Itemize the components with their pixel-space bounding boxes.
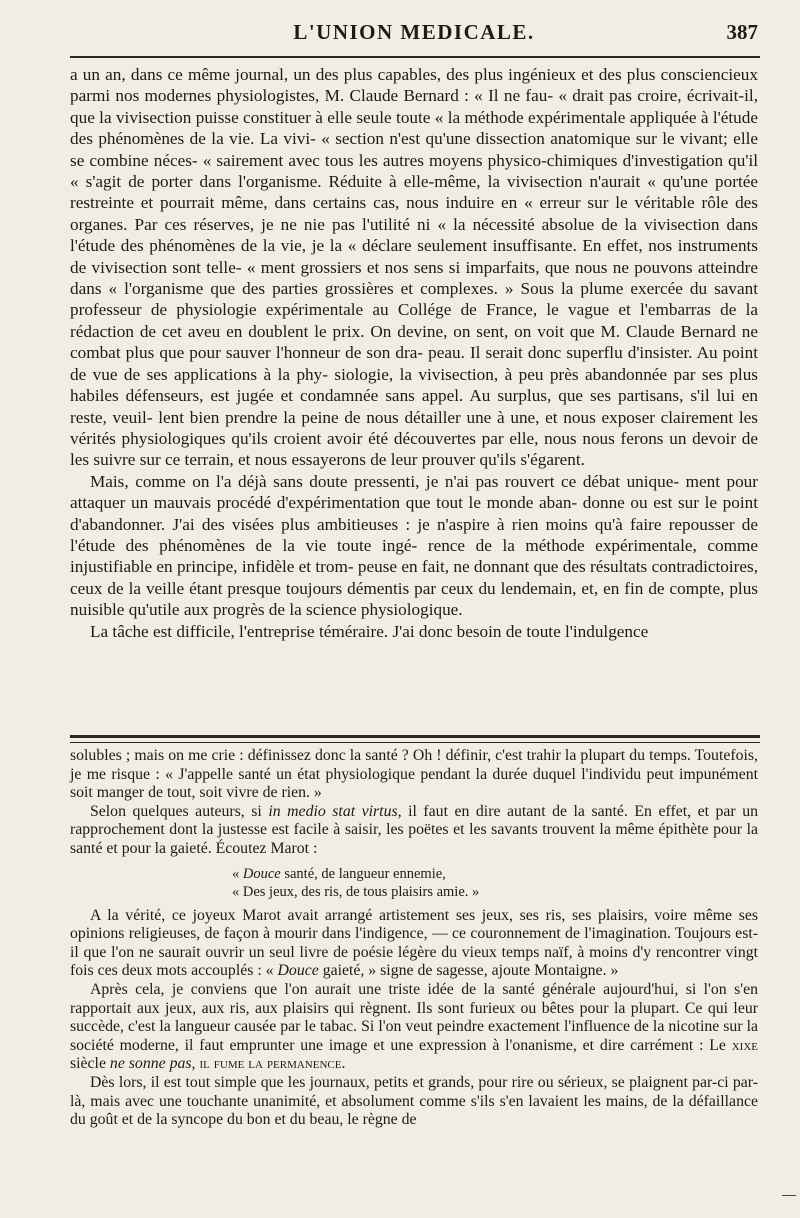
page-header — [70, 18, 758, 48]
verse-italic: Douce — [242, 865, 281, 882]
feuilleton-divider — [70, 735, 760, 743]
verse-line — [232, 865, 758, 883]
verse-line: « Des jeux, des ris, de tous plaisirs amie. » — [232, 883, 480, 900]
verse-quote — [232, 865, 758, 901]
quote-mark: « — [232, 865, 243, 882]
page-number: 387 — [726, 20, 758, 44]
article-paragraph: a un an, dans ce même journal, un des plus capables, des plus ingénieux et des plus consciencieux parmi nos modernes physiologistes, M. Claude Bernard : « Il ne fau- « drait pas croire, écrivait-il, que la vivisection puisse constituer à elle seule toute « la méthode expérimentale appliquée à l'étude des phénomènes de la vie. La vivi- « section n'est qu'une dissection anatomique sur le vivant; elle se combine néces- « sairement avec tous les autres moyens physico-chimiques d'investigation qu'il « s'agit de porter dans l'organisme. Réduite à elle-même, la vivisection n'aurait « qu'une portée restreinte et pourrait même, dans certains cas, nous induire en « erreur sur le véritable rôle des organes. Par ces réserves, je ne nie pas l'utilité ni « la nécessité absolue de la vivisection dans l'étude des phénomènes de la vie, je la « déclare seulement insuffisante. En effet, nos instruments de vivisection sont telle- « ment grossiers et nos sens si imparfaits, que nous ne pouvons atteindre dans « l'organisme que des parties grossières et complexes. » Sous la plume exercée du savant professeur de physiologie expérimentale au Collége de France, le vague et l'embarras de la rédaction de cet aveu en doublent le prix. On devine, on sent, on voit que M. Claude Bernard ne combat plus que pour sauver l'honneur de son dra- peau. Il serait donc superflu d'insister. Au point de vue de ses applications à la phy- siologie, la vivisection, à peu près abandonnée par ses plus habiles défenseurs, est jugée et condamnée sans appel. Au surplus, que ses partisans, s'il lui en reste, veuil- lent bien prendre la peine de nous détailler une à une, et nous exposer clairement les vérités physiologiques qu'ils croient avoir été découvertes par elle, nous nous ferons un devoir de les suivre sur ce terrain, et nous essayerons de leur prouver qu'ils s'égarent. — [70, 65, 758, 470]
running-title: L'UNION MEDICALE. — [293, 20, 535, 44]
feuilleton — [70, 747, 758, 1130]
article-paragraph: La tâche est difficile, l'entreprise téméraire. J'ai donc besoin de toute l'indulgence — [90, 621, 649, 641]
article-paragraph: Mais, comme on l'a déjà sans doute pressenti, je n'ai pas rouvert ce débat unique- ment pour attaquer un mauvais procédé d'expérimentation que tout le monde aban- donne ou est sur le point d'abandonner. J'ai des visées plus ambitieuses : je n'aspire à rien moins qu'à faire repousser de l'étude des phénomènes de la vie toute ingé- rence de la méthode expérimentale, comme injustifiable en principe, infidèle et trom- peuse en fait, ne donnant que des résultats contradictoires, ceux de la veille étant presque toujours démentis par ceux du lendemain, et, en fin de compte, plus nuisible qu'utile aux progrès de la science physiologique. — [70, 471, 758, 620]
feuilleton-paragraph: Dès lors, il est tout simple que les journaux, petits et grands, pour rire ou sérieux, se plaignent par-ci par-là, mais avec une touchante unanimité, et absolument comme s'ils s'en lavaient les mains, de la défaillance du goût et de la syncope du bon et du beau, le règne de — [70, 1073, 758, 1129]
header-rule — [70, 56, 760, 58]
verse-text: santé, de langueur ennemie, — [280, 865, 446, 882]
text-run: siècle — [70, 1055, 106, 1073]
feuilleton-paragraph — [70, 907, 758, 981]
text-run: A la vérité, ce joyeux Marot avait arrangé artistement ses jeux, ses ris, ses plaisirs, voire même ses opinions religieuses, de façon à mourir dans l'indigence, — ce couronnement de l'imagination. Toujours est-il que l'on ne saurait ouvrir un seul livre de poésie légère du vieux temps naïf, à moins d'y rencontrer vingt fois ces deux mots accouplés : « — [70, 906, 758, 980]
century-numeral: xixe — [731, 1036, 759, 1054]
text-run: Selon quelques auteurs, si — [90, 802, 262, 820]
main-article — [70, 64, 758, 642]
italic-phrase: ne sonne pas, — [109, 1055, 196, 1073]
italic-word: Douce — [277, 962, 319, 980]
feuilleton-paragraph — [70, 803, 758, 859]
edge-mark — [782, 1195, 796, 1196]
text-run: gaieté, » signe de sagesse, ajoute Montaigne. » — [322, 962, 619, 980]
text-run: Après cela, je conviens que l'on aurait une triste idée de la santé générale aujourd'hui, si l'on s'en rapportait aux jeux, aux ris, aux plaisirs qui règnent. Ils sont furieux ou bêtes pour la plupart. Ce qui leur succède, c'est la langueur causée par le tabac. Si l'on veut peindre exactement l'influence de la nicotine sur la société moderne, il faut emprunter une image et une expression à l'onanisme, et dire carrément : Le — [70, 980, 758, 1054]
text-run: il faut en dire autant de la santé. En effet, et par un rapprochement dont la justesse est facile à saisir, les poëtes et les savants trouvent la même épithète pour la santé et pour la gaieté. Écoutez Marot : — [70, 802, 758, 857]
smallcaps-phrase: il fume la permanence. — [199, 1055, 346, 1073]
feuilleton-paragraph — [70, 981, 758, 1074]
latin-quote: in medio stat virtus, — [268, 802, 402, 820]
feuilleton-paragraph: solubles ; mais on me crie : définissez donc la santé ? Oh ! définir, c'est trahir la plupart du temps. Toutefois, je me risque : « J'appelle santé un état physiologique pendant la durée duquel l'individu peut impunément soit manger de tout, soit vivre de rien. » — [70, 747, 758, 802]
